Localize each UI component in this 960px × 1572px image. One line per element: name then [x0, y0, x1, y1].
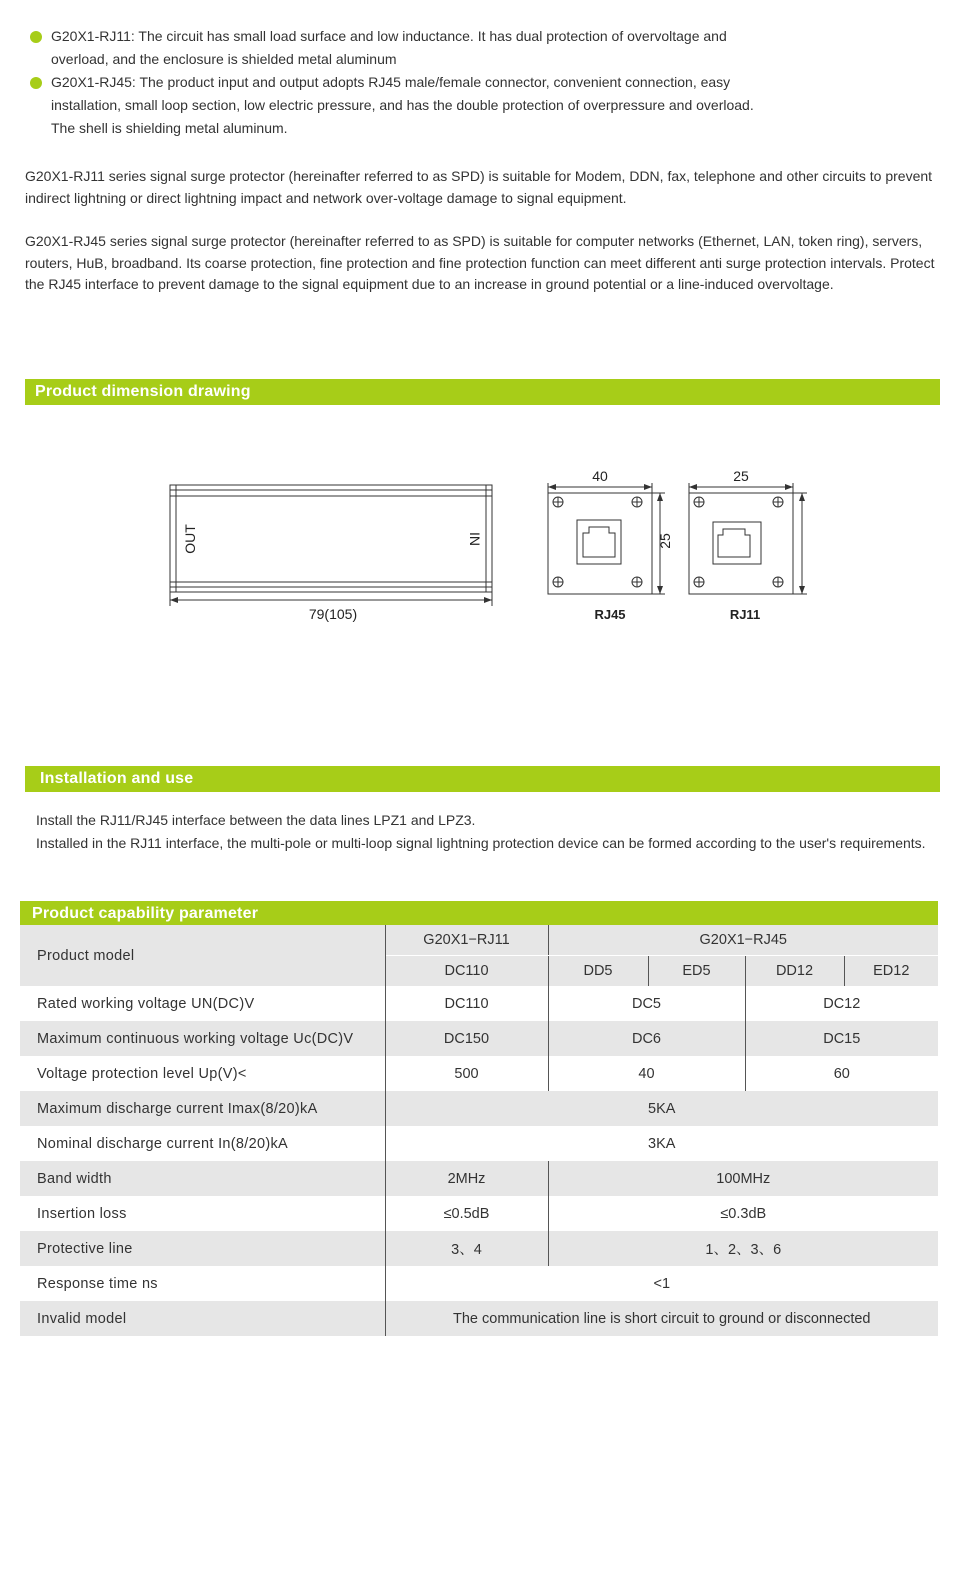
feature-item-rj45	[30, 71, 770, 140]
row-label: Voltage protection level Up(V)<	[20, 1056, 385, 1091]
table-cell: 500	[385, 1056, 548, 1091]
row-label: Band width	[20, 1161, 385, 1196]
table-row	[20, 1196, 938, 1231]
feature-list	[30, 25, 770, 140]
sub-model-cell: DC110	[385, 955, 548, 986]
dimension-drawing	[150, 455, 830, 635]
table-row	[20, 1126, 938, 1161]
row-label: Product model	[20, 925, 385, 986]
row-label: Response time ns	[20, 1266, 385, 1301]
table-row	[20, 1231, 938, 1266]
model-cell: G20X1−RJ11	[385, 925, 548, 955]
table-cell: 60	[745, 1056, 938, 1091]
feature-text: G20X1-RJ11: The circuit has small load surface and low inductance. It has dual protection of overvoltage and overload, and the enclosure is shielded metal aluminum	[51, 28, 727, 67]
table-cell: ≤0.5dB	[385, 1196, 548, 1231]
table-cell: DC150	[385, 1021, 548, 1056]
capability-table	[20, 925, 938, 1336]
sub-model-cell: ED12	[844, 955, 938, 986]
table-cell: DC12	[745, 986, 938, 1021]
table-cell: DC110	[385, 986, 548, 1021]
table-cell: The communication line is short circuit to ground or disconnected	[385, 1301, 938, 1336]
table-cell: 40	[548, 1056, 745, 1091]
row-label: Rated working voltage UN(DC)V	[20, 986, 385, 1021]
out-label: OUT	[182, 524, 198, 554]
table-cell: 1、2、3、6	[548, 1231, 938, 1266]
bullet-dot-icon	[30, 31, 42, 43]
sub-model-cell: ED5	[648, 955, 745, 986]
table-cell: 100MHz	[548, 1161, 938, 1196]
height-dimension: 25	[657, 533, 673, 549]
row-label: Maximum discharge current Imax(8/20)kA	[20, 1091, 385, 1126]
table-row	[20, 1056, 938, 1091]
feature-text: G20X1-RJ45: The product input and output adopts RJ45 male/female connector, convenient connection, easy installation, small loop section, low electric pressure, and has the double protection of overpressure and overload. The shell is shielding metal aluminum.	[51, 74, 754, 136]
rj11-label: RJ11	[729, 607, 761, 622]
table-row	[20, 986, 938, 1021]
table-row	[20, 1161, 938, 1196]
installation-text	[36, 809, 936, 855]
sub-model-cell: DD5	[548, 955, 648, 986]
in-label: IN	[467, 532, 483, 546]
table-cell: <1	[385, 1266, 938, 1301]
table-cell: 3KA	[385, 1126, 938, 1161]
installation-line: Installed in the RJ11 interface, the multi-pole or multi-loop signal lightning protection device can be formed according to the user's requirements.	[36, 835, 926, 851]
table-row	[20, 1301, 938, 1336]
feature-item-rj11	[30, 25, 770, 71]
table-cell: DC6	[548, 1021, 745, 1056]
length-dimension: 79(105)	[308, 606, 358, 622]
model-cell: G20X1−RJ45	[548, 925, 938, 955]
row-label: Insertion loss	[20, 1196, 385, 1231]
rj45-width-dimension: 40	[592, 468, 608, 484]
rj45-label: RJ45	[594, 607, 626, 622]
row-label: Maximum continuous working voltage Uc(DC)V	[20, 1021, 385, 1056]
section-header-dimension: Product dimension drawing	[25, 379, 940, 405]
table-cell: 3、4	[385, 1231, 548, 1266]
row-label: Nominal discharge current In(8/20)kA	[20, 1126, 385, 1161]
rj11-width-dimension: 25	[733, 468, 749, 484]
table-row	[20, 1091, 938, 1126]
section-header-capability: Product capability parameter	[20, 901, 938, 926]
table-cell: 2MHz	[385, 1161, 548, 1196]
row-label: Invalid model	[20, 1301, 385, 1336]
table-row	[20, 1021, 938, 1056]
row-label: Protective line	[20, 1231, 385, 1266]
table-cell: ≤0.3dB	[548, 1196, 938, 1231]
sub-model-cell: DD12	[745, 955, 844, 986]
table-cell: DC15	[745, 1021, 938, 1056]
bullet-dot-icon	[30, 77, 42, 89]
table-row	[20, 1266, 938, 1301]
intro-rj45-paragraph: G20X1-RJ45 series signal surge protector (hereinafter referred to as SPD) is suitable for computer networks (Ethernet, LAN, token ring), servers, routers, HuB, broadband. Its coarse protection, fine protection and fine protection function can meet different anti surge protection intervals. Protect the RJ45 interface to prevent damage to the signal equipment due to an increase in ground potential or a line-induced overvoltage.	[25, 233, 935, 292]
installation-line: Install the RJ11/RJ45 interface between the data lines LPZ1 and LPZ3.	[36, 812, 476, 828]
enclosure-outline	[170, 485, 492, 592]
table-cell: DC5	[548, 986, 745, 1021]
table-row	[20, 925, 938, 955]
table-cell: 5KA	[385, 1091, 938, 1126]
intro-rj11-paragraph: G20X1-RJ11 series signal surge protector (hereinafter referred to as SPD) is suitable for Modem, DDN, fax, telephone and other circuits to prevent indirect lightning or direct lightning impact and network over-voltage damage to signal equipment.	[25, 168, 933, 206]
section-header-installation: Installation and use	[25, 766, 940, 792]
